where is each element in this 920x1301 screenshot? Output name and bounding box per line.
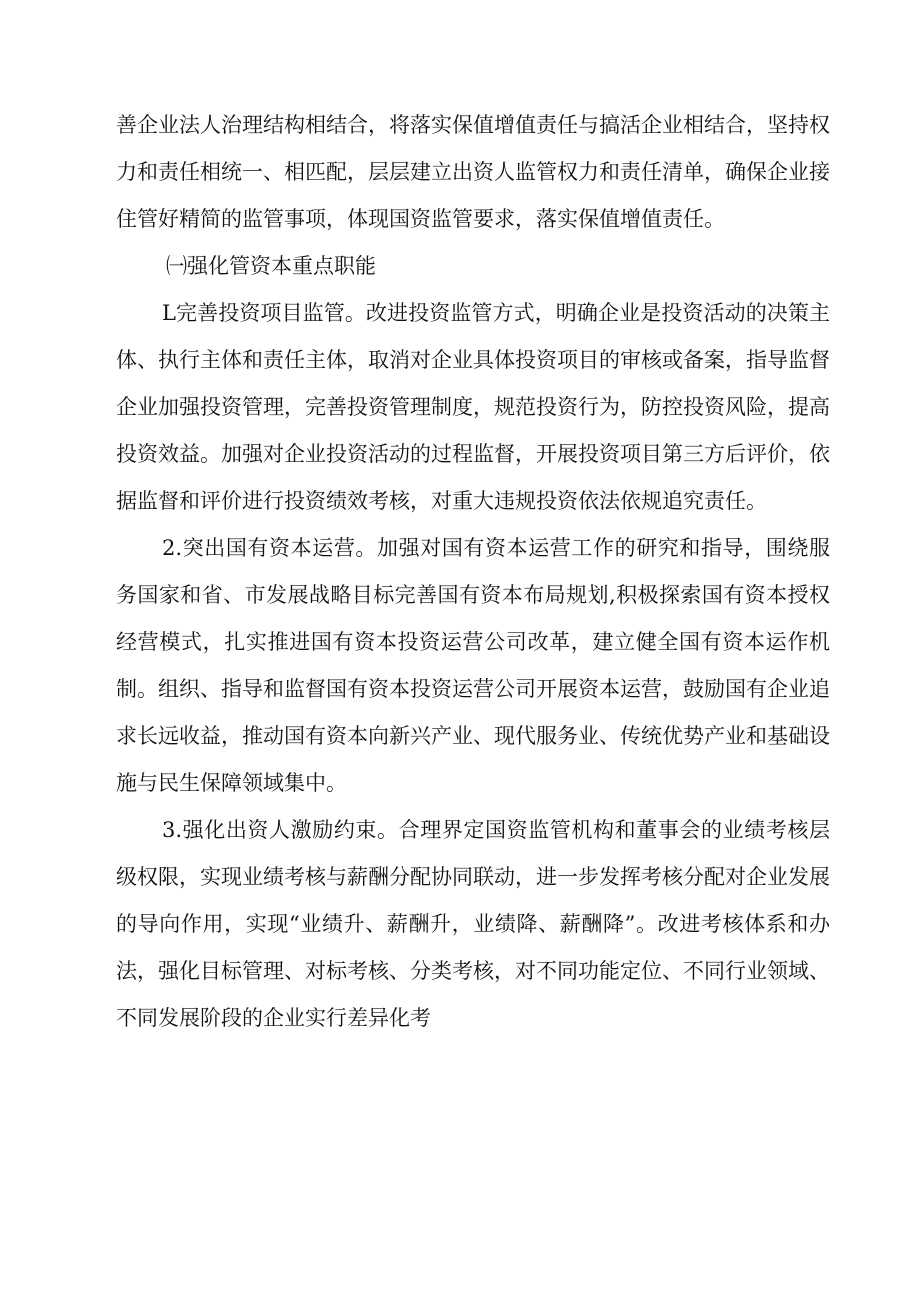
paragraph-item-1: L完善投资项目监管。改进投资监管方式，明确企业是投资活动的决策主体、执行主体和责任主体，取消对企业具体投资项目的审核或备案，指导监督企业加强投资管理，完善投资管理制度，规范投资行为，防控投资风险，提高投资效益。加强对企业投资活动的过程监督，开展投资项目第三方后评价，依据监督和评价进行投资绩效考核，对重大违规投资依法依规追究责任。 <box>116 301 830 513</box>
section-heading: ㈠强化管资本重点职能 <box>166 254 376 278</box>
paragraph-continuation: 善企业法人治理结构相结合，将落实保值增值责任与搞活企业相结合，坚持权力和责任相统一、相匹配，层层建立出资人监管权力和责任清单，确保企业接住管好精简的监管事项，体现国资监管要求，落实保值增值责任。 <box>116 113 830 231</box>
paragraph-item-2: 2.突出国有资本运营。加强对国有资本运营工作的研究和指导，围绕服务国家和省、市发展战略目标完善国有资本布局规划,积极探索国有资本授权经营模式，扎实推进国有资本投资运营公司改革，建立健全国有资本运作机制。组织、指导和监督国有资本投资运营公司开展资本运营，鼓励国有企业追求长远收益，推动国有资本向新兴产业、现代服务业、传统优势产业和基础设施与民生保障领域集中。 <box>116 536 830 795</box>
document-body <box>116 102 830 1042</box>
paragraph-item-3: 3.强化出资人激励约束。合理界定国资监管机构和董事会的业绩考核层级权限，实现业绩考核与薪酬分配协同联动，进一步发挥考核分配对企业发展的导向作用，实现“业绩升、薪酬升，业绩降、薪酬降”。改进考核体系和办法，强化目标管理、对标考核、分类考核，对不同功能定位、不同行业领域、不同发展阶段的企业实行差异化考 <box>116 818 830 1030</box>
